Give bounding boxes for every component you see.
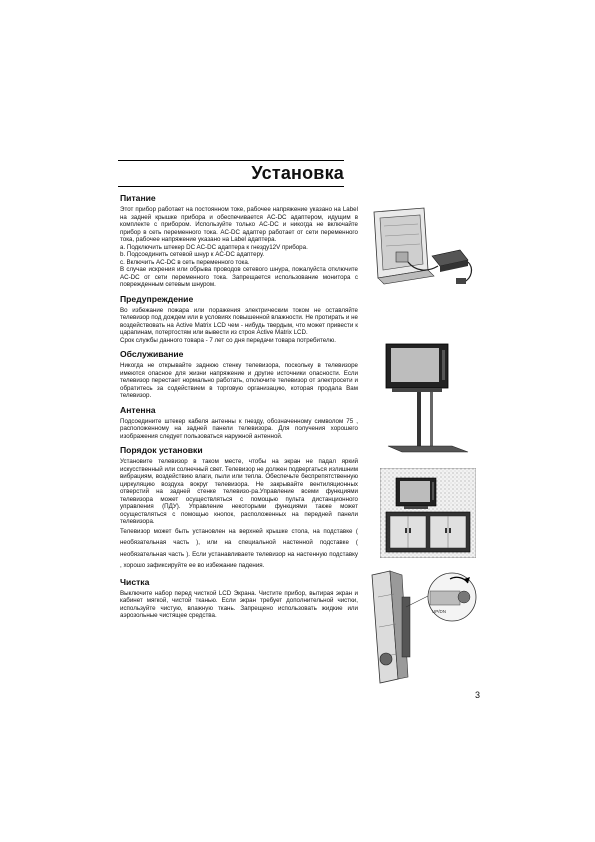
wall-mount-illustration [368, 567, 478, 685]
page-title: Установка [251, 163, 344, 183]
section-heading-service: Обслуживание [120, 349, 184, 359]
warning-paragraph-1: Во избежание пожара или поражения электрическим током не оставляйте телевизор под дождем или в условиях повышенной влажности. Не протирать и не воздействовать на Active Matrix LCD чем - нибудь твердым, что может привести к царапинам, потертостям или вывести из строя Active Matrix LCD. [120, 306, 358, 336]
service-paragraph: Никогда не открывайте заднюю стенку телевизора, поскольку в телевизоре имеются опасное для жизни напряжение и другие источники опасности. Если телевизор перестает нормально работать, отключите телевизор от электросети и обратитесь за содействием в торговую организацию, которая продала Вам телевизор. [120, 362, 358, 399]
section-heading-power: Питание [120, 193, 156, 203]
antenna-paragraph: Подсоедините штекер кабеля антенны к гнезду, обозначенному символом 75 , расположенному на задней панели телевизора. Для получения хорошего изображения следует пользоваться наружной антенной. [120, 417, 358, 440]
section-heading-installation: Порядок установки [120, 445, 203, 455]
tv-cabinet-illustration [380, 468, 476, 558]
text-column [120, 193, 358, 620]
power-paragraph-2: В случае искрения или обрыва проводов сетевого шнура, пожалуйста отключите AC-DC от сети переменного тока. Запрещается использование монитора с поврежденным сетевым шнуром. [120, 266, 358, 288]
power-paragraph-1: Этот прибор работает на постоянном токе, рабочее напряжение указано на Label на задней крышке прибора и обеспечивается AC-DC адаптером, идущим в комплекте с прибором. Используйте только AC-DC и никогда не включайте прибор в сеть переменного тока. AC-DC адаптер работает от сети переменного тока, рабочее напряжение указано на Label адаптера. [120, 206, 358, 243]
adapter-connection-illustration [368, 206, 478, 288]
power-steps: a. Подключить штекер DC AC-DC адаптера к гнезду12V прибора. b. Подсоединить сетевой шнур к AC-DC адаптеру. c. Включить AC-DC в сеть переменного тока. [120, 243, 308, 266]
installation-paragraph-2: Телевизор может быть установлен на верхней крышке стола, на подставке ( необязательная часть ), или на специальной настенной подставке ( необязательная часть ). Если устанавливаете телевизор на настенную подставку , хорошо зафиксируйте ее во избежание падения. [120, 527, 358, 569]
cleaning-paragraph: Выключите набор перед чисткой LCD Экрана. Чистите прибор, вытирая экран и кабинет мягкой, чистой тканью. Если экран требует дополнительной чистки, используйте чистую, влажную ткань. Запрещено использовать жидкие или аэрозольные чистящее средства. [120, 589, 358, 619]
installation-paragraph-1: Установите телевизор в таком месте, чтобы на экран не падал яркий искусственный или солнечный свет. Телевизор не должен подвергаться излишним вибрациям, воздействию влаги, пыли или тепла. Обеспечьте беспрепятственную циркуляцию воздуха вокруг телевизора. Не закрывайте вентиляционных отверстий на задней стенке телевизо-ра.Управление всеми функциями телевизора может осуществляться с помощью пульта дистанционного управления (ПДУ). Управление некоторыми функциями также может осуществляться с помощью кнопок, расположенных на передней панели телевизора. [120, 458, 358, 525]
page-number: 3 [475, 690, 481, 700]
knob-label: UP/DN [432, 609, 447, 614]
section-heading-antenna: Антенна [120, 404, 156, 415]
section-heading-warning: Предупреждение [120, 293, 194, 304]
warning-paragraph-2: Срок службы данного товара - 7 лет со дня передачи товара потребителю. [120, 336, 336, 344]
title-rule-bottom [118, 186, 344, 187]
floor-stand-illustration [382, 342, 472, 454]
section-heading-cleaning: Чистка [120, 576, 150, 587]
